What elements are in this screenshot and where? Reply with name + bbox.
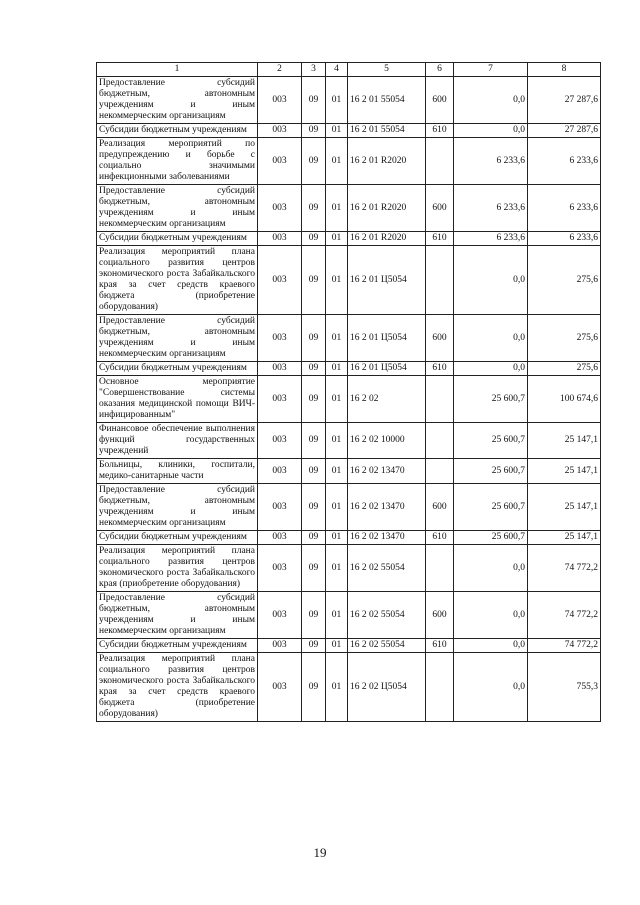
row-subsection-code: 01 <box>326 423 348 459</box>
row-name: Предоставление субсидий бюджетным, автономным учреждениям и иным некоммерческим организациям <box>97 185 258 232</box>
row-expense-type: 600 <box>426 185 454 232</box>
row-ved-code: 003 <box>258 639 302 653</box>
row-section-code: 09 <box>302 545 326 592</box>
table-row <box>97 423 601 459</box>
row-name: Реализация мероприятий по предупреждению и борьбе с социально значимыми инфекционными заболеваниями <box>97 138 258 185</box>
row-target-article: 16 2 02 55054 <box>348 639 426 653</box>
row-name: Предоставление субсидий бюджетным, автономным учреждениям и иным некоммерческим организациям <box>97 484 258 531</box>
row-amount-1: 25 600,7 <box>454 423 528 459</box>
row-expense-type: 610 <box>426 232 454 246</box>
row-ved-code: 003 <box>258 246 302 315</box>
row-amount-1: 0,0 <box>454 639 528 653</box>
row-amount-2: 100 674,6 <box>528 376 601 423</box>
row-ved-code: 003 <box>258 531 302 545</box>
table-row <box>97 246 601 315</box>
row-name: Основное мероприятие "Совершенствование системы оказания медицинской помощи ВИЧ-инфицированным" <box>97 376 258 423</box>
row-subsection-code: 01 <box>326 484 348 531</box>
row-ved-code: 003 <box>258 592 302 639</box>
table-row <box>97 531 601 545</box>
row-target-article: 16 2 02 Ц5054 <box>348 653 426 722</box>
table-row <box>97 138 601 185</box>
table-row <box>97 592 601 639</box>
row-amount-1: 25 600,7 <box>454 376 528 423</box>
table-row <box>97 653 601 722</box>
row-amount-1: 0,0 <box>454 77 528 124</box>
row-target-article: 16 2 01 55054 <box>348 77 426 124</box>
row-ved-code: 003 <box>258 315 302 362</box>
table-row <box>97 232 601 246</box>
row-expense-type: 600 <box>426 484 454 531</box>
row-ved-code: 003 <box>258 376 302 423</box>
col-header-5: 5 <box>348 63 426 77</box>
row-section-code: 09 <box>302 531 326 545</box>
row-amount-1: 25 600,7 <box>454 459 528 484</box>
row-amount-2: 27 287,6 <box>528 124 601 138</box>
row-amount-2: 275,6 <box>528 362 601 376</box>
row-target-article: 16 2 02 13470 <box>348 484 426 531</box>
row-section-code: 09 <box>302 376 326 423</box>
row-amount-1: 0,0 <box>454 545 528 592</box>
row-expense-type <box>426 459 454 484</box>
row-target-article: 16 2 01 Ц5054 <box>348 315 426 362</box>
row-ved-code: 003 <box>258 423 302 459</box>
row-amount-1: 0,0 <box>454 362 528 376</box>
row-section-code: 09 <box>302 124 326 138</box>
row-name: Субсидии бюджетным учреждениям <box>97 639 258 653</box>
row-target-article: 16 2 02 10000 <box>348 423 426 459</box>
row-ved-code: 003 <box>258 232 302 246</box>
table-row <box>97 459 601 484</box>
row-amount-2: 27 287,6 <box>528 77 601 124</box>
row-section-code: 09 <box>302 232 326 246</box>
table-row <box>97 376 601 423</box>
row-subsection-code: 01 <box>326 246 348 315</box>
row-ved-code: 003 <box>258 484 302 531</box>
row-section-code: 09 <box>302 484 326 531</box>
row-subsection-code: 01 <box>326 232 348 246</box>
row-name: Больницы, клиники, госпитали, медико-санитарные части <box>97 459 258 484</box>
row-expense-type: 610 <box>426 639 454 653</box>
row-amount-1: 6 233,6 <box>454 232 528 246</box>
row-ved-code: 003 <box>258 653 302 722</box>
table-row <box>97 484 601 531</box>
row-amount-2: 25 147,1 <box>528 484 601 531</box>
row-subsection-code: 01 <box>326 459 348 484</box>
row-amount-2: 275,6 <box>528 246 601 315</box>
row-amount-2: 74 772,2 <box>528 592 601 639</box>
row-amount-2: 74 772,2 <box>528 639 601 653</box>
row-subsection-code: 01 <box>326 315 348 362</box>
col-header-4: 4 <box>326 63 348 77</box>
row-subsection-code: 01 <box>326 124 348 138</box>
row-section-code: 09 <box>302 653 326 722</box>
row-amount-2: 6 233,6 <box>528 232 601 246</box>
row-target-article: 16 2 01 Ц5054 <box>348 362 426 376</box>
table-row <box>97 315 601 362</box>
row-target-article: 16 2 01 Ц5054 <box>348 246 426 315</box>
row-amount-2: 6 233,6 <box>528 185 601 232</box>
row-subsection-code: 01 <box>326 77 348 124</box>
row-section-code: 09 <box>302 423 326 459</box>
row-section-code: 09 <box>302 77 326 124</box>
row-target-article: 16 2 01 R2020 <box>348 138 426 185</box>
row-expense-type: 610 <box>426 362 454 376</box>
row-target-article: 16 2 02 55054 <box>348 592 426 639</box>
row-expense-type <box>426 376 454 423</box>
row-section-code: 09 <box>302 246 326 315</box>
col-header-1: 1 <box>97 63 258 77</box>
budget-table <box>96 62 601 722</box>
col-header-2: 2 <box>258 63 302 77</box>
row-section-code: 09 <box>302 185 326 232</box>
table-row <box>97 77 601 124</box>
row-target-article: 16 2 01 R2020 <box>348 232 426 246</box>
row-target-article: 16 2 01 55054 <box>348 124 426 138</box>
table-row <box>97 639 601 653</box>
row-expense-type: 600 <box>426 592 454 639</box>
row-amount-2: 25 147,1 <box>528 531 601 545</box>
row-ved-code: 003 <box>258 185 302 232</box>
row-name: Реализация мероприятий плана социального развития центров экономического роста Забайкальского края (приобретение оборудования) <box>97 545 258 592</box>
row-ved-code: 003 <box>258 124 302 138</box>
row-target-article: 16 2 02 <box>348 376 426 423</box>
row-target-article: 16 2 02 55054 <box>348 545 426 592</box>
row-subsection-code: 01 <box>326 376 348 423</box>
row-name: Реализация мероприятий плана социального развития центров экономического роста Забайкальского края за счет средств краевого бюджета (приобретение оборудования) <box>97 653 258 722</box>
row-amount-1: 0,0 <box>454 315 528 362</box>
row-amount-1: 6 233,6 <box>454 138 528 185</box>
table-row <box>97 185 601 232</box>
col-header-7: 7 <box>454 63 528 77</box>
table-row <box>97 124 601 138</box>
col-header-8: 8 <box>528 63 601 77</box>
row-name: Субсидии бюджетным учреждениям <box>97 362 258 376</box>
row-section-code: 09 <box>302 639 326 653</box>
row-ved-code: 003 <box>258 138 302 185</box>
row-ved-code: 003 <box>258 77 302 124</box>
row-section-code: 09 <box>302 459 326 484</box>
row-amount-2: 275,6 <box>528 315 601 362</box>
table-row <box>97 362 601 376</box>
header-row <box>97 63 601 77</box>
row-section-code: 09 <box>302 138 326 185</box>
row-expense-type: 600 <box>426 77 454 124</box>
row-expense-type <box>426 138 454 185</box>
row-amount-1: 0,0 <box>454 124 528 138</box>
row-ved-code: 003 <box>258 545 302 592</box>
row-target-article: 16 2 02 13470 <box>348 531 426 545</box>
row-amount-1: 25 600,7 <box>454 484 528 531</box>
row-amount-1: 6 233,6 <box>454 185 528 232</box>
row-expense-type: 610 <box>426 124 454 138</box>
row-expense-type <box>426 653 454 722</box>
row-subsection-code: 01 <box>326 592 348 639</box>
row-name: Субсидии бюджетным учреждениям <box>97 124 258 138</box>
row-expense-type <box>426 423 454 459</box>
col-header-6: 6 <box>426 63 454 77</box>
row-subsection-code: 01 <box>326 545 348 592</box>
row-name: Предоставление субсидий бюджетным, автономным учреждениям и иным некоммерческим организациям <box>97 315 258 362</box>
row-target-article: 16 2 02 13470 <box>348 459 426 484</box>
row-name: Субсидии бюджетным учреждениям <box>97 232 258 246</box>
row-amount-2: 25 147,1 <box>528 459 601 484</box>
row-ved-code: 003 <box>258 459 302 484</box>
row-name: Субсидии бюджетным учреждениям <box>97 531 258 545</box>
table-row <box>97 545 601 592</box>
row-amount-2: 6 233,6 <box>528 138 601 185</box>
row-amount-1: 25 600,7 <box>454 531 528 545</box>
row-expense-type <box>426 545 454 592</box>
row-amount-1: 0,0 <box>454 592 528 639</box>
row-name: Предоставление субсидий бюджетным, автономным учреждениям и иным некоммерческим организациям <box>97 592 258 639</box>
row-name: Финансовое обеспечение выполнения функций государственных учреждений <box>97 423 258 459</box>
row-subsection-code: 01 <box>326 138 348 185</box>
row-subsection-code: 01 <box>326 653 348 722</box>
row-subsection-code: 01 <box>326 531 348 545</box>
row-subsection-code: 01 <box>326 185 348 232</box>
row-expense-type: 610 <box>426 531 454 545</box>
row-subsection-code: 01 <box>326 362 348 376</box>
row-section-code: 09 <box>302 592 326 639</box>
row-ved-code: 003 <box>258 362 302 376</box>
row-name: Предоставление субсидий бюджетным, автономным учреждениям и иным некоммерческим организациям <box>97 77 258 124</box>
row-section-code: 09 <box>302 315 326 362</box>
row-amount-2: 25 147,1 <box>528 423 601 459</box>
row-amount-1: 0,0 <box>454 653 528 722</box>
row-expense-type: 600 <box>426 315 454 362</box>
row-amount-1: 0,0 <box>454 246 528 315</box>
row-amount-2: 74 772,2 <box>528 545 601 592</box>
page-number: 19 <box>313 845 327 860</box>
row-target-article: 16 2 01 R2020 <box>348 185 426 232</box>
row-name: Реализация мероприятий плана социального развития центров экономического роста Забайкальского края за счет средств краевого бюджета (приобретение оборудования) <box>97 246 258 315</box>
row-section-code: 09 <box>302 362 326 376</box>
row-subsection-code: 01 <box>326 639 348 653</box>
col-header-3: 3 <box>302 63 326 77</box>
row-expense-type <box>426 246 454 315</box>
row-amount-2: 755,3 <box>528 653 601 722</box>
